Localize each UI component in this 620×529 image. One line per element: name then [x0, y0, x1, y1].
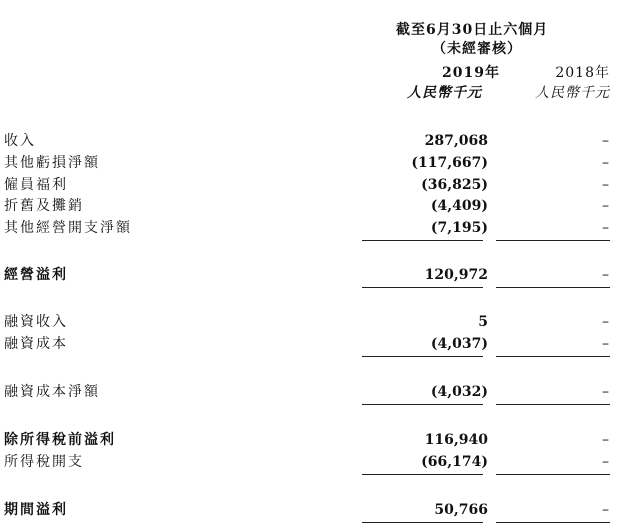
year-2019-header: 2019年 [442, 65, 500, 81]
row-label-employee-benefits: 僱員福利 [4, 177, 68, 193]
row-2018-other-opex: – [602, 220, 609, 236]
row-label-other-opex: 其他經營開支淨額 [4, 220, 132, 236]
row-2019-income-tax: (66,174) [421, 454, 488, 470]
rule-2019-opex [362, 240, 483, 241]
row-label-income-tax: 所得稅開支 [4, 454, 84, 470]
row-2019-profit-before-tax: 116,940 [424, 432, 488, 448]
rule-2018-net-finance-costs [496, 404, 610, 405]
row-label-other-losses: 其他虧損淨額 [4, 155, 100, 171]
row-label-profit-before-tax: 除所得稅前溢利 [4, 432, 116, 448]
row-2019-other-losses: (117,667) [411, 155, 488, 171]
row-2018-profit-for-period: – [602, 502, 609, 518]
row-2019-profit-for-period: 50,766 [434, 502, 488, 518]
unit-2019-header: 人民幣千元 [407, 85, 482, 101]
row-2019-finance-costs: (4,037) [430, 336, 488, 352]
row-label-finance-costs: 融資成本 [4, 336, 68, 352]
rule-2019-operating-profit [362, 287, 483, 288]
row-2019-revenue: 287,068 [424, 133, 488, 149]
row-2018-operating-profit: – [602, 267, 609, 283]
row-2019-finance-income: 5 [478, 314, 488, 330]
row-2019-operating-profit: 120,972 [424, 267, 488, 283]
row-2018-revenue: – [602, 133, 609, 149]
rule-2018-finance-costs [496, 356, 610, 357]
row-2018-other-losses: – [602, 155, 609, 171]
row-2019-employee-benefits: (36,825) [421, 177, 488, 193]
year-2018-header: 2018年 [555, 65, 610, 81]
row-2018-finance-costs: – [602, 336, 609, 352]
row-2018-depreciation: – [602, 198, 609, 214]
row-label-finance-income: 融資收入 [4, 314, 68, 330]
row-2018-profit-before-tax: – [602, 432, 609, 448]
period-header: 截至6月30日止六個月 [396, 22, 549, 38]
rule-2019-income-tax [362, 474, 483, 475]
row-2018-net-finance-costs: – [602, 384, 609, 400]
row-label-operating-profit: 經營溢利 [4, 267, 68, 283]
unit-2018-header: 人民幣千元 [535, 85, 610, 101]
row-2018-income-tax: – [602, 454, 609, 470]
row-2018-employee-benefits: – [602, 177, 609, 193]
rule-2018-operating-profit [496, 287, 610, 288]
rule-2018-income-tax [496, 474, 610, 475]
audit-status: （未經審核） [432, 41, 522, 57]
rule-2019-finance-costs [362, 356, 483, 357]
rule-2019-net-finance-costs [362, 404, 483, 405]
row-2019-depreciation: (4,409) [430, 198, 488, 214]
row-label-revenue: 收入 [4, 133, 36, 149]
row-label-depreciation: 折舊及攤銷 [4, 198, 84, 214]
rule-2018-opex [496, 240, 610, 241]
row-2018-finance-income: – [602, 314, 609, 330]
row-2019-net-finance-costs: (4,032) [430, 384, 488, 400]
row-label-profit-for-period: 期間溢利 [4, 502, 68, 518]
row-2019-other-opex: (7,195) [430, 220, 488, 236]
row-label-net-finance-costs: 融資成本淨額 [4, 384, 100, 400]
rule-2018-profit-for-period [496, 522, 610, 523]
rule-2019-profit-for-period [362, 522, 483, 523]
